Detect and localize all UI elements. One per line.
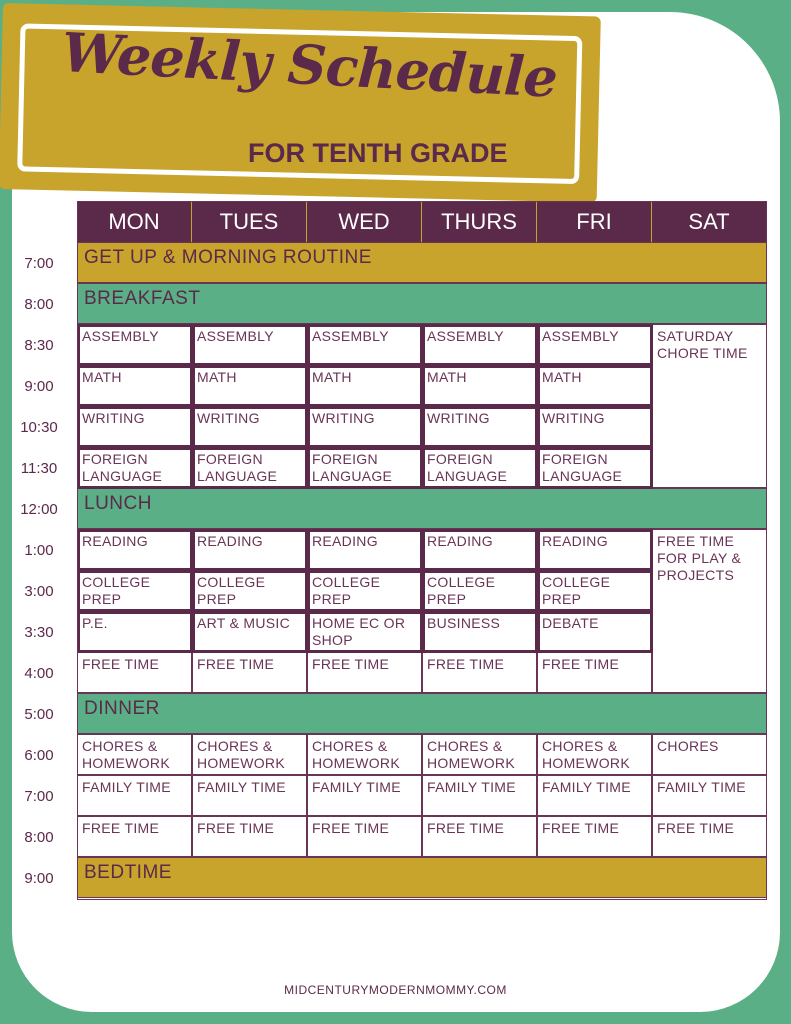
time-label: 3:30 (24, 624, 54, 641)
class-cell: MATH (77, 365, 192, 406)
class-cell: MATH (192, 365, 307, 406)
evening-cell: FAMILY TIME (652, 775, 767, 816)
evening-cell: FREE TIME (192, 816, 307, 857)
evening-cell: FREE TIME (537, 816, 652, 857)
class-cell: READING (77, 529, 192, 570)
class-cell: COLLEGE PREP (537, 570, 652, 611)
class-cell: MATH (307, 365, 422, 406)
evening-cell: FAMILY TIME (307, 775, 422, 816)
time-label: 3:00 (24, 583, 54, 600)
class-cell: MATH (422, 365, 537, 406)
class-cell: P.E. (77, 611, 192, 652)
evening-cell: FAMILY TIME (422, 775, 537, 816)
evening-cell: FREE TIME (652, 816, 767, 857)
evening-cell: CHORES & HOMEWORK (422, 734, 537, 775)
time-label: 12:00 (20, 501, 58, 518)
page-subtitle: FOR TENTH GRADE (248, 138, 508, 168)
class-cell: WRITING (537, 406, 652, 447)
evening-cell: CHORES & HOMEWORK (77, 734, 192, 775)
evening-cell: CHORES & HOMEWORK (537, 734, 652, 775)
class-cell: FOREIGN LANGUAGE (537, 447, 652, 488)
class-cell: FOREIGN LANGUAGE (422, 447, 537, 488)
evening-cell: CHORES & HOMEWORK (192, 734, 307, 775)
class-cell: FREE TIME (307, 652, 422, 693)
time-label: 1:00 (24, 542, 54, 559)
day-header-mon: MON (77, 201, 192, 242)
time-label: 9:00 (24, 378, 54, 395)
time-label: 4:00 (24, 665, 54, 682)
band-bedtime: BEDTIME (77, 857, 767, 898)
class-cell: READING (192, 529, 307, 570)
class-cell: WRITING (77, 406, 192, 447)
evening-cell: FAMILY TIME (192, 775, 307, 816)
time-label: 11:30 (20, 460, 58, 477)
class-cell: ASSEMBLY (422, 324, 537, 365)
day-header-sat: SAT (652, 201, 767, 242)
time-label: 5:00 (24, 706, 54, 723)
class-cell: COLLEGE PREP (192, 570, 307, 611)
band-dinner: DINNER (77, 693, 767, 734)
time-label: 7:00 (24, 255, 54, 272)
page-title: Weekly Schedule (60, 20, 559, 110)
class-cell: HOME EC OR SHOP (307, 611, 422, 652)
time-label: 10:30 (20, 419, 58, 436)
class-cell: FREE TIME (77, 652, 192, 693)
class-cell: WRITING (422, 406, 537, 447)
class-cell: READING (537, 529, 652, 570)
class-cell: WRITING (307, 406, 422, 447)
class-cell: FREE TIME (422, 652, 537, 693)
evening-cell: CHORES & HOMEWORK (307, 734, 422, 775)
class-cell: COLLEGE PREP (77, 570, 192, 611)
saturday-morning-cell: SATURDAY CHORE TIME (652, 324, 767, 488)
class-cell: ASSEMBLY (77, 324, 192, 365)
class-cell: FOREIGN LANGUAGE (192, 447, 307, 488)
time-label: 8:30 (24, 337, 54, 354)
class-cell: COLLEGE PREP (422, 570, 537, 611)
day-header-tues: TUES (192, 201, 307, 242)
class-cell: FOREIGN LANGUAGE (307, 447, 422, 488)
day-header-fri: FRI (537, 201, 652, 242)
class-cell: ASSEMBLY (192, 324, 307, 365)
class-cell: MATH (537, 365, 652, 406)
evening-cell: FREE TIME (77, 816, 192, 857)
class-cell: ASSEMBLY (537, 324, 652, 365)
class-cell: ASSEMBLY (307, 324, 422, 365)
time-label: 6:00 (24, 747, 54, 764)
time-label: 7:00 (24, 788, 54, 805)
class-cell: COLLEGE PREP (307, 570, 422, 611)
class-cell: FOREIGN LANGUAGE (77, 447, 192, 488)
evening-cell: FAMILY TIME (537, 775, 652, 816)
day-header-thurs: THURS (422, 201, 537, 242)
class-cell: FREE TIME (192, 652, 307, 693)
class-cell: ART & MUSIC (192, 611, 307, 652)
evening-cell: FREE TIME (422, 816, 537, 857)
class-cell: READING (307, 529, 422, 570)
class-cell: BUSINESS (422, 611, 537, 652)
class-cell: READING (422, 529, 537, 570)
time-label: 8:00 (24, 829, 54, 846)
day-header-wed: WED (307, 201, 422, 242)
evening-cell: CHORES (652, 734, 767, 775)
footer-url: MIDCENTURYMODERNMOMMY.COM (284, 983, 507, 997)
schedule-grid (77, 201, 767, 900)
time-label: 8:00 (24, 296, 54, 313)
band-wake: GET UP & MORNING ROUTINE (77, 242, 767, 283)
saturday-afternoon-cell: FREE TIME FOR PLAY & PROJECTS (652, 529, 767, 693)
time-label: 9:00 (24, 870, 54, 887)
class-cell: WRITING (192, 406, 307, 447)
band-lunch: LUNCH (77, 488, 767, 529)
class-cell: DEBATE (537, 611, 652, 652)
evening-cell: FAMILY TIME (77, 775, 192, 816)
class-cell: FREE TIME (537, 652, 652, 693)
evening-cell: FREE TIME (307, 816, 422, 857)
band-breakfast: BREAKFAST (77, 283, 767, 324)
